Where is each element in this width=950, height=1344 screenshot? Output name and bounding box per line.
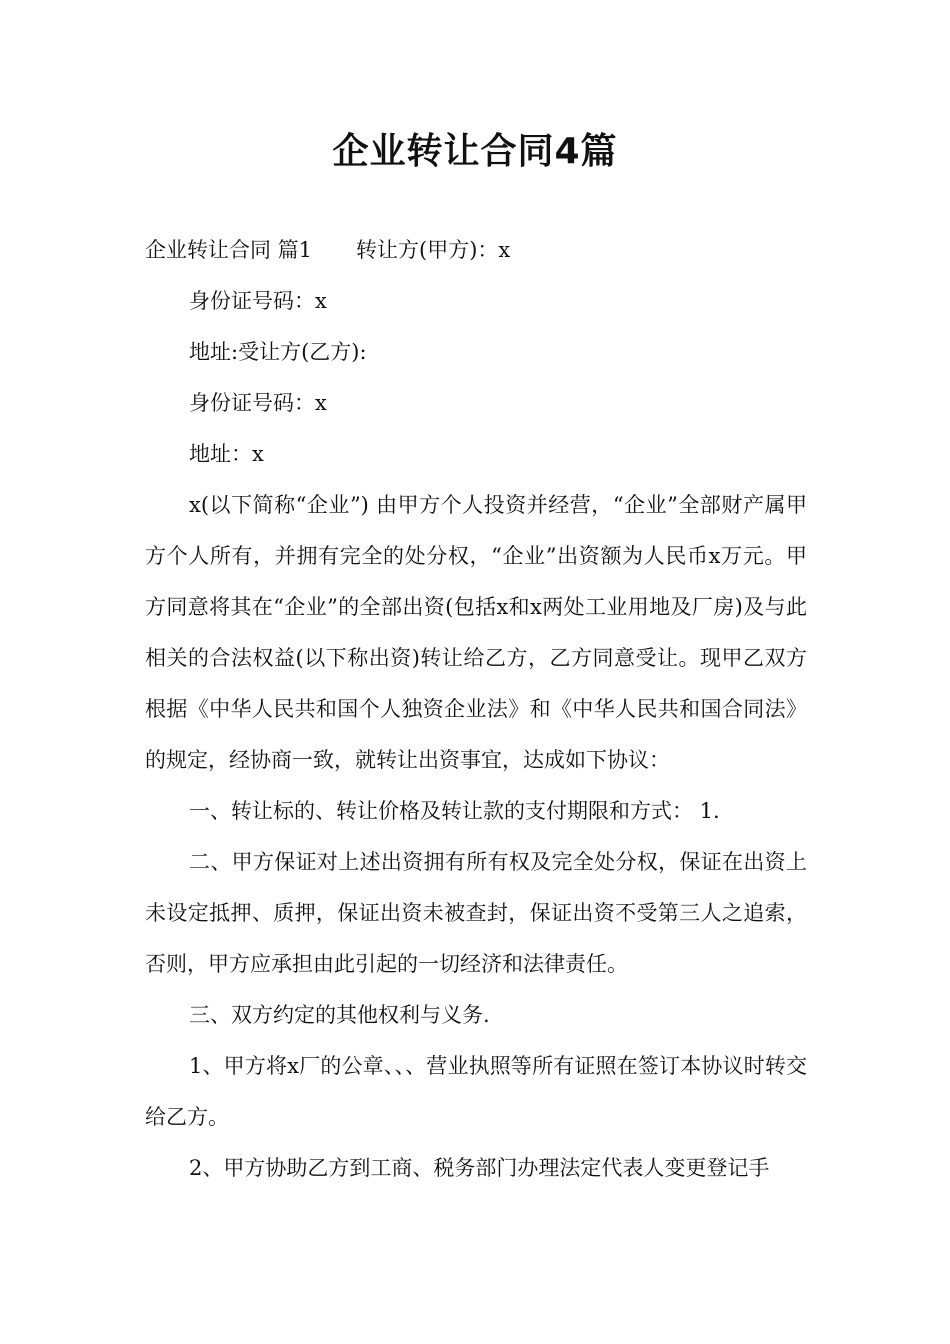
paragraph: 身份证号码：x (189, 391, 327, 415)
document-body (145, 225, 807, 1194)
paragraph: 二、甲方保证对上述出资拥有所有权及完全处分权，保证在出资上未设定抵押、质押，保证出资未被查封，保证出资不受第三人之追索，否则，甲方应承担由此引起的一切经济和法律责任。 (145, 850, 807, 976)
paragraph: 地址：x (189, 442, 264, 466)
document-heading-line (145, 225, 807, 276)
section-label: 企业转让合同 篇1 (145, 238, 313, 262)
paragraph: 一、转让标的、转让价格及转让款的支付期限和方式： 1. (189, 799, 720, 823)
transferor-label: 转让方(甲方)：x (356, 238, 511, 262)
paragraph: 2、甲方协助乙方到工商、税务部门办理法定代表人变更登记手 (189, 1156, 770, 1180)
paragraph: 三、双方约定的其他权利与义务. (189, 1003, 490, 1027)
paragraph: x(以下简称“企业”) 由甲方个人投资并经营，“企业”全部财产属甲方个人所有，并拥有完全的处分权，“企业”出资额为人民币x万元。甲方同意将其在“企业”的全部出资(包括x和x两处工业用地及厂房)及与此相关的合法权益(以下称出资)转让给乙方，乙方同意受让。现甲乙双方根据《中华人民共和国个人独资企业法》和《中华人民共和国合同法》的规定，经协商一致，就转让出资事宜，达成如下协议： (145, 493, 807, 772)
paragraph: 地址:受让方(乙方): (189, 340, 367, 364)
document-title: 企业转让合同4篇 (332, 131, 618, 172)
paragraph: 身份证号码：x (189, 289, 327, 313)
paragraph: 1、甲方将x厂的公章、、、营业执照等所有证照在签订本协议时转交给乙方。 (145, 1054, 807, 1129)
